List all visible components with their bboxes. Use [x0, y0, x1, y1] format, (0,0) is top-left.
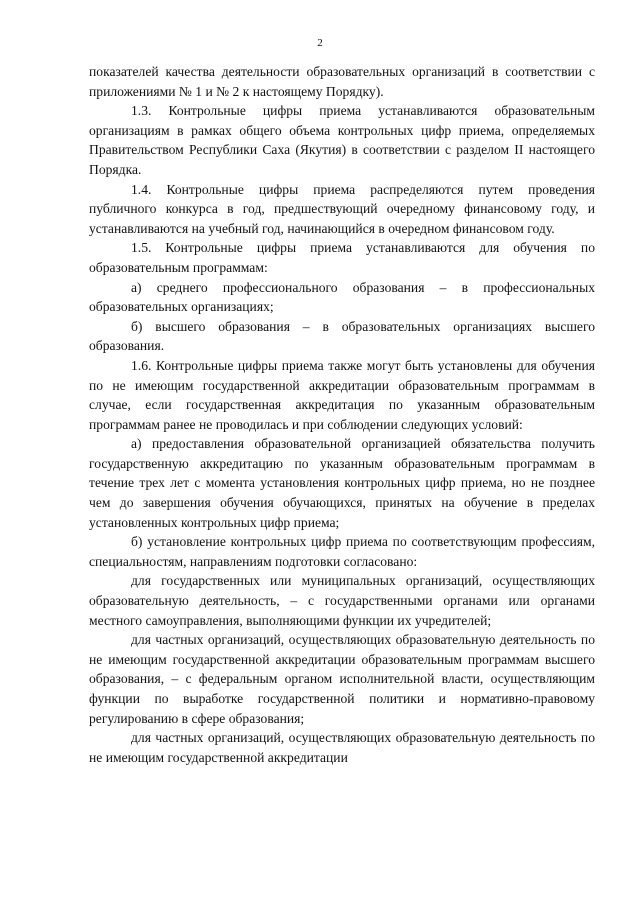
paragraph-continuation: показателей качества деятельности образовательных организаций в соответствии с приложениями № 1 и № 2 к настоящему Порядку). [89, 64, 595, 99]
paragraph-1-5-b: б) высшего образования – в образовательных организациях высшего образования. [89, 318, 595, 354]
paragraph-1-6: 1.6. Контрольные цифры приема также могут быть установлены для обучения по не имеющим государственной аккредитации образовательным программам в случае, если государственная аккредитация по указанным образовательным программам ранее не проводилась и при соблюдении следующих условий: [89, 357, 595, 432]
paragraph-private-unaccredited: для частных организаций, осуществляющих образовательную деятельность по не имеющим государственной аккредитации [89, 730, 595, 765]
page-number: 2 [317, 37, 323, 49]
paragraph-1-3: 1.3. Контрольные цифры приема устанавливаются образовательным организациям в рамках общего объема контрольных цифр приема, определяемых Правительством Республики Саха (Якутия) в соответствии с разделом II настоящего Порядка. [89, 103, 595, 177]
paragraph-1-4: 1.4. Контрольные цифры приема распределяются путем проведения публичного конкурса в год, предшествующий очередному финансовому году, и устанавливаются на учебный год, начинающийся в очередном финансовом году. [89, 181, 595, 236]
document-body [89, 62, 595, 767]
paragraph-1-5: 1.5. Контрольные цифры приема устанавливаются для обучения по образовательным программам: [89, 240, 595, 275]
paragraph-1-6-b: б) установление контрольных цифр приема по соответствующим профессиям, специальностям, направлениям подготовки согласовано: [89, 534, 595, 569]
paragraph-1-5-a: а) среднего профессионального образования – в профессиональных образовательных организациях; [89, 279, 595, 315]
paragraph-1-6-a: а) предоставления образовательной организацией обязательства получить государственную аккредитацию по указанным образовательным программам в течение трех лет с момента установления контрольных цифр приема, но не позднее чем до завершения обучения обучающихся, принятых на обучение в пределах установленных контрольных цифр приема; [89, 436, 595, 530]
paragraph-state-municipal: для государственных или муниципальных организаций, осуществляющих образовательную деятельность, – с государственными органами или органами местного самоуправления, выполняющими функции их учредителей; [89, 573, 595, 628]
paragraph-private-higher: для частных организаций, осуществляющих образовательную деятельность по не имеющим государственной аккредитации образовательным программам высшего образования, – с федеральным органом исполнительной власти, осуществляющим функции по выработке государственной политики и нормативно-правовому регулированию в сфере образования; [89, 632, 595, 726]
